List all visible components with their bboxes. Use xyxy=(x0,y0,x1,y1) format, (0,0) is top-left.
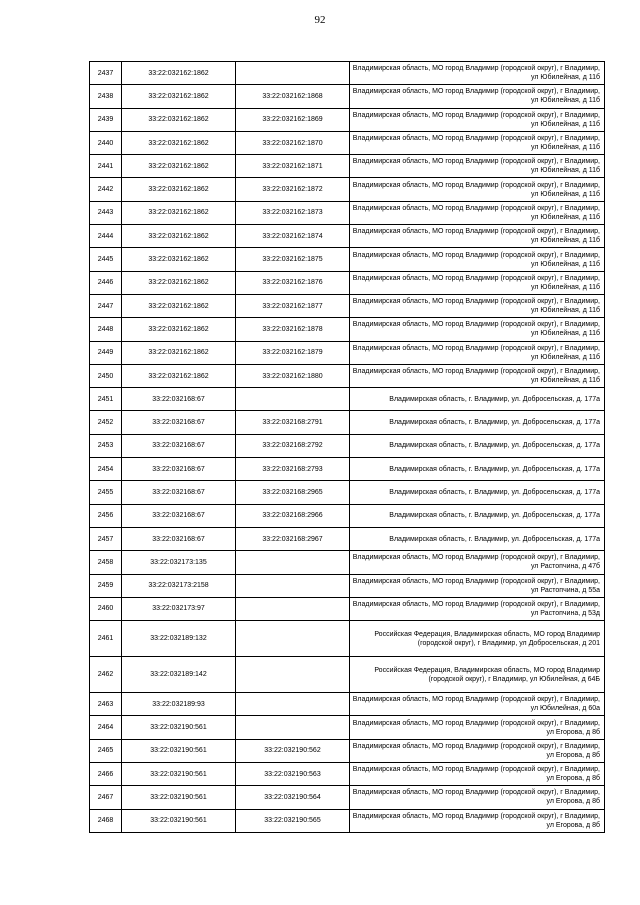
table-row xyxy=(90,527,605,550)
row-number-cell: 2448 xyxy=(90,318,122,341)
cadastral-number-cell: 33:22:032168:67 xyxy=(122,504,236,527)
cadastral-number-cell: 33:22:032189:142 xyxy=(122,657,236,693)
sub-object-number-cell xyxy=(236,657,350,693)
table-row xyxy=(90,809,605,832)
table-row xyxy=(90,434,605,457)
cadastral-number-cell: 33:22:032190:561 xyxy=(122,809,236,832)
sub-object-number-cell: 33:22:032162:1871 xyxy=(236,155,350,178)
address-cell: Владимирская область, МО город Владимир (городской округ), г Владимир, ул Растопчина, д 47б xyxy=(350,551,605,574)
cadastral-number-cell: 33:22:032162:1862 xyxy=(122,341,236,364)
cadastral-number-cell: 33:22:032162:1862 xyxy=(122,364,236,387)
row-number-cell: 2451 xyxy=(90,388,122,411)
address-cell: Владимирская область, МО город Владимир (городской округ), г Владимир, ул Юбилейная, д 11б xyxy=(350,318,605,341)
cadastral-number-cell: 33:22:032162:1862 xyxy=(122,294,236,317)
sub-object-number-cell: 33:22:032190:562 xyxy=(236,739,350,762)
row-number-cell: 2439 xyxy=(90,108,122,131)
sub-object-number-cell: 33:22:032162:1873 xyxy=(236,201,350,224)
cadastral-number-cell: 33:22:032190:561 xyxy=(122,739,236,762)
address-cell: Владимирская область, г. Владимир, ул. Добросельская, д. 177а xyxy=(350,434,605,457)
row-number-cell: 2455 xyxy=(90,481,122,504)
sub-object-number-cell: 33:22:032162:1868 xyxy=(236,85,350,108)
row-number-cell: 2456 xyxy=(90,504,122,527)
address-cell: Владимирская область, МО город Владимир (городской округ), г Владимир, ул Егорова, д 8б xyxy=(350,786,605,809)
cadastral-number-cell: 33:22:032190:561 xyxy=(122,763,236,786)
row-number-cell: 2457 xyxy=(90,527,122,550)
address-cell: Владимирская область, МО город Владимир (городской округ), г Владимир, ул Растопчина, д 55а xyxy=(350,574,605,597)
table-row xyxy=(90,621,605,657)
address-cell: Владимирская область, МО город Владимир (городской округ), г Владимир, ул Юбилейная, д 11б xyxy=(350,178,605,201)
table-row xyxy=(90,85,605,108)
row-number-cell: 2441 xyxy=(90,155,122,178)
address-cell: Владимирская область, МО город Владимир (городской округ), г Владимир, ул Юбилейная, д 11б xyxy=(350,364,605,387)
address-cell: Владимирская область, г. Владимир, ул. Добросельская, д. 177а xyxy=(350,388,605,411)
table-row xyxy=(90,294,605,317)
table-row xyxy=(90,739,605,762)
row-number-cell: 2467 xyxy=(90,786,122,809)
address-cell: Владимирская область, МО город Владимир (городской округ), г Владимир, ул Егорова, д 8б xyxy=(350,763,605,786)
table-row xyxy=(90,657,605,693)
registry-table xyxy=(89,61,605,833)
sub-object-number-cell xyxy=(236,693,350,716)
address-cell: Владимирская область, МО город Владимир (городской округ), г Владимир, ул Юбилейная, д 11б xyxy=(350,341,605,364)
cadastral-number-cell: 33:22:032189:132 xyxy=(122,621,236,657)
address-cell: Владимирская область, МО город Владимир (городской округ), г Владимир, ул Юбилейная, д 60а xyxy=(350,693,605,716)
row-number-cell: 2444 xyxy=(90,225,122,248)
sub-object-number-cell: 33:22:032162:1877 xyxy=(236,294,350,317)
table-row xyxy=(90,155,605,178)
sub-object-number-cell xyxy=(236,388,350,411)
sub-object-number-cell: 33:22:032168:2965 xyxy=(236,481,350,504)
row-number-cell: 2437 xyxy=(90,62,122,85)
cadastral-number-cell: 33:22:032168:67 xyxy=(122,458,236,481)
row-number-cell: 2438 xyxy=(90,85,122,108)
address-cell: Владимирская область, г. Владимир, ул. Добросельская, д. 177а xyxy=(350,411,605,434)
cadastral-number-cell: 33:22:032162:1862 xyxy=(122,201,236,224)
row-number-cell: 2454 xyxy=(90,458,122,481)
row-number-cell: 2462 xyxy=(90,657,122,693)
row-number-cell: 2452 xyxy=(90,411,122,434)
table-row xyxy=(90,786,605,809)
cadastral-number-cell: 33:22:032190:561 xyxy=(122,716,236,739)
cadastral-number-cell: 33:22:032162:1862 xyxy=(122,225,236,248)
address-cell: Владимирская область, г. Владимир, ул. Добросельская, д. 177а xyxy=(350,527,605,550)
sub-object-number-cell: 33:22:032168:2966 xyxy=(236,504,350,527)
row-number-cell: 2465 xyxy=(90,739,122,762)
row-number-cell: 2459 xyxy=(90,574,122,597)
row-number-cell: 2464 xyxy=(90,716,122,739)
row-number-cell: 2440 xyxy=(90,131,122,154)
address-cell: Владимирская область, МО город Владимир (городской округ), г Владимир, ул Юбилейная, д 11б xyxy=(350,294,605,317)
table-row xyxy=(90,388,605,411)
cadastral-number-cell: 33:22:032168:67 xyxy=(122,481,236,504)
cadastral-number-cell: 33:22:032189:93 xyxy=(122,693,236,716)
table-row xyxy=(90,201,605,224)
table-row xyxy=(90,178,605,201)
sub-object-number-cell: 33:22:032162:1876 xyxy=(236,271,350,294)
sub-object-number-cell: 33:22:032190:564 xyxy=(236,786,350,809)
table-row xyxy=(90,763,605,786)
cadastral-number-cell: 33:22:032162:1862 xyxy=(122,62,236,85)
table-row xyxy=(90,574,605,597)
cadastral-number-cell: 33:22:032168:67 xyxy=(122,388,236,411)
row-number-cell: 2466 xyxy=(90,763,122,786)
table-row xyxy=(90,131,605,154)
address-cell: Владимирская область, г. Владимир, ул. Добросельская, д. 177а xyxy=(350,458,605,481)
row-number-cell: 2447 xyxy=(90,294,122,317)
cadastral-number-cell: 33:22:032168:67 xyxy=(122,411,236,434)
sub-object-number-cell xyxy=(236,551,350,574)
address-cell: Владимирская область, МО город Владимир (городской округ), г Владимир, ул Егорова, д 8б xyxy=(350,809,605,832)
sub-object-number-cell: 33:22:032162:1870 xyxy=(236,131,350,154)
cadastral-number-cell: 33:22:032190:561 xyxy=(122,786,236,809)
address-cell: Владимирская область, МО город Владимир (городской округ), г Владимир, ул Юбилейная, д 11б xyxy=(350,225,605,248)
cadastral-number-cell: 33:22:032162:1862 xyxy=(122,248,236,271)
table-row xyxy=(90,62,605,85)
sub-object-number-cell: 33:22:032190:563 xyxy=(236,763,350,786)
sub-object-number-cell: 33:22:032162:1880 xyxy=(236,364,350,387)
address-cell: Владимирская область, МО город Владимир (городской округ), г Владимир, ул Юбилейная, д 11б xyxy=(350,62,605,85)
address-cell: Владимирская область, МО город Владимир (городской округ), г Владимир, ул Юбилейная, д 11б xyxy=(350,248,605,271)
row-number-cell: 2445 xyxy=(90,248,122,271)
address-cell: Владимирская область, МО город Владимир (городской округ), г Владимир, ул Растопчина, д 53д xyxy=(350,597,605,620)
table-row xyxy=(90,458,605,481)
sub-object-number-cell: 33:22:032168:2793 xyxy=(236,458,350,481)
cadastral-number-cell: 33:22:032168:67 xyxy=(122,527,236,550)
sub-object-number-cell xyxy=(236,621,350,657)
cadastral-number-cell: 33:22:032162:1862 xyxy=(122,85,236,108)
cadastral-number-cell: 33:22:032162:1862 xyxy=(122,155,236,178)
table-row xyxy=(90,481,605,504)
cadastral-number-cell: 33:22:032162:1862 xyxy=(122,318,236,341)
registry-table-body xyxy=(90,62,605,833)
address-cell: Владимирская область, МО город Владимир (городской округ), г Владимир, ул Юбилейная, д 11б xyxy=(350,155,605,178)
sub-object-number-cell: 33:22:032162:1872 xyxy=(236,178,350,201)
address-cell: Владимирская область, МО город Владимир (городской округ), г Владимир, ул Егорова, д 8б xyxy=(350,716,605,739)
address-cell: Владимирская область, МО город Владимир (городской округ), г Владимир, ул Юбилейная, д 11б xyxy=(350,108,605,131)
table-row xyxy=(90,318,605,341)
table-row xyxy=(90,504,605,527)
page-number: 92 xyxy=(314,14,326,26)
address-cell: Владимирская область, МО город Владимир (городской округ), г Владимир, ул Егорова, д 8б xyxy=(350,739,605,762)
address-cell: Владимирская область, г. Владимир, ул. Добросельская, д. 177а xyxy=(350,481,605,504)
address-cell: Российская Федерация, Владимирская область, МО город Владимир (городской округ), г Владимир, ул Юбилейная, д 64Б xyxy=(350,657,605,693)
table-row xyxy=(90,364,605,387)
row-number-cell: 2449 xyxy=(90,341,122,364)
row-number-cell: 2453 xyxy=(90,434,122,457)
sub-object-number-cell xyxy=(236,62,350,85)
cadastral-number-cell: 33:22:032173:2158 xyxy=(122,574,236,597)
row-number-cell: 2463 xyxy=(90,693,122,716)
table-row xyxy=(90,411,605,434)
table-row xyxy=(90,225,605,248)
sub-object-number-cell xyxy=(236,716,350,739)
cadastral-number-cell: 33:22:032162:1862 xyxy=(122,131,236,154)
table-row xyxy=(90,551,605,574)
cadastral-number-cell: 33:22:032173:97 xyxy=(122,597,236,620)
sub-object-number-cell: 33:22:032162:1874 xyxy=(236,225,350,248)
table-row xyxy=(90,597,605,620)
sub-object-number-cell: 33:22:032162:1875 xyxy=(236,248,350,271)
cadastral-number-cell: 33:22:032162:1862 xyxy=(122,108,236,131)
cadastral-number-cell: 33:22:032173:135 xyxy=(122,551,236,574)
row-number-cell: 2443 xyxy=(90,201,122,224)
row-number-cell: 2458 xyxy=(90,551,122,574)
sub-object-number-cell: 33:22:032168:2967 xyxy=(236,527,350,550)
address-cell: Владимирская область, г. Владимир, ул. Добросельская, д. 177а xyxy=(350,504,605,527)
address-cell: Российская Федерация, Владимирская область, МО город Владимир (городской округ), г Владимир, ул Добросельская, д 201 xyxy=(350,621,605,657)
sub-object-number-cell xyxy=(236,574,350,597)
address-cell: Владимирская область, МО город Владимир (городской округ), г Владимир, ул Юбилейная, д 11б xyxy=(350,131,605,154)
cadastral-number-cell: 33:22:032162:1862 xyxy=(122,178,236,201)
sub-object-number-cell: 33:22:032168:2792 xyxy=(236,434,350,457)
sub-object-number-cell: 33:22:032168:2791 xyxy=(236,411,350,434)
table-row xyxy=(90,271,605,294)
row-number-cell: 2450 xyxy=(90,364,122,387)
sub-object-number-cell: 33:22:032162:1869 xyxy=(236,108,350,131)
table-row xyxy=(90,341,605,364)
sub-object-number-cell xyxy=(236,597,350,620)
cadastral-number-cell: 33:22:032168:67 xyxy=(122,434,236,457)
address-cell: Владимирская область, МО город Владимир (городской округ), г Владимир, ул Юбилейная, д 11б xyxy=(350,271,605,294)
table-row xyxy=(90,248,605,271)
row-number-cell: 2461 xyxy=(90,621,122,657)
address-cell: Владимирская область, МО город Владимир (городской округ), г Владимир, ул Юбилейная, д 11б xyxy=(350,201,605,224)
sub-object-number-cell: 33:22:032162:1879 xyxy=(236,341,350,364)
row-number-cell: 2446 xyxy=(90,271,122,294)
sub-object-number-cell: 33:22:032162:1878 xyxy=(236,318,350,341)
row-number-cell: 2460 xyxy=(90,597,122,620)
sub-object-number-cell: 33:22:032190:565 xyxy=(236,809,350,832)
cadastral-number-cell: 33:22:032162:1862 xyxy=(122,271,236,294)
row-number-cell: 2468 xyxy=(90,809,122,832)
table-row xyxy=(90,693,605,716)
table-row xyxy=(90,716,605,739)
row-number-cell: 2442 xyxy=(90,178,122,201)
address-cell: Владимирская область, МО город Владимир (городской округ), г Владимир, ул Юбилейная, д 11б xyxy=(350,85,605,108)
table-row xyxy=(90,108,605,131)
